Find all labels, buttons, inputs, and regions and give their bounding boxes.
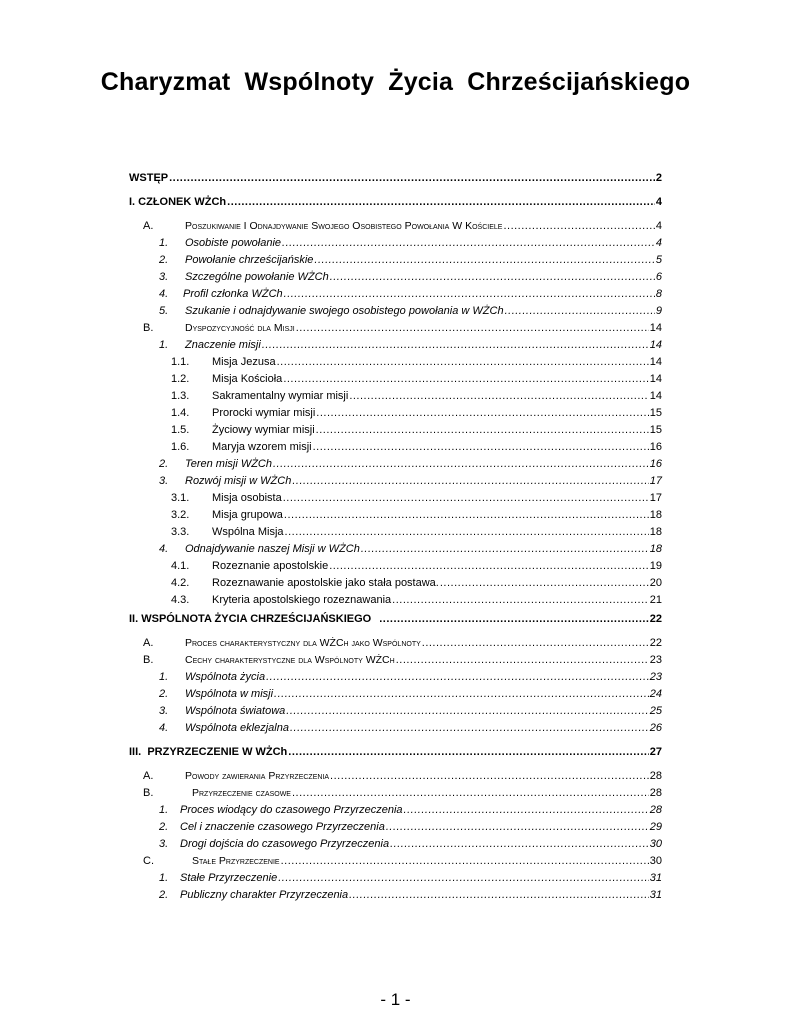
toc-entry-page: 17: [649, 492, 662, 504]
toc-entry-subsection[interactable]: [159, 253, 662, 268]
toc-leader-dots: [379, 612, 649, 627]
toc-entry-section-b[interactable]: [143, 321, 662, 336]
toc-entry-page: 4: [655, 196, 662, 208]
toc-entry-label: Odnajdywanie naszej Misji w WŻCh: [185, 543, 360, 555]
toc-leader-dots: [392, 593, 649, 608]
toc-entry-page: 14: [649, 322, 662, 334]
toc-entry-subsubsection[interactable]: [171, 525, 662, 540]
toc-entry-number: A.: [143, 637, 154, 649]
toc-entry-number: 2.: [159, 821, 169, 833]
toc-leader-dots: [284, 287, 655, 302]
toc-entry-subsection[interactable]: [159, 338, 662, 353]
toc-entry-subsection[interactable]: [159, 704, 662, 719]
toc-entry-number: 1.6.: [171, 441, 190, 453]
toc-entry-number: 3.3.: [171, 526, 190, 538]
toc-entry-number: B.: [143, 654, 154, 666]
toc-leader-dots: [273, 457, 649, 472]
toc-entry-label: Powołanie chrześcijańskie: [185, 254, 314, 266]
toc-leader-dots: [390, 837, 649, 852]
toc-entry-page: 28: [649, 770, 662, 782]
toc-entry-number: 4.1.: [171, 560, 190, 572]
toc-entry-page: 28: [649, 804, 662, 816]
toc-entry-label: Prorocki wymiar misji: [212, 407, 316, 419]
toc-entry-page: 2: [655, 172, 662, 184]
toc-leader-dots: [169, 171, 655, 186]
toc-entry-label: Misja Jezusa: [212, 356, 276, 368]
toc-leader-dots: [349, 888, 649, 903]
toc-entry-label: Wspólnota życia: [185, 671, 266, 683]
toc-leader-dots: [422, 636, 649, 651]
toc-entry-page: 4: [655, 237, 662, 249]
toc-entry-subsection[interactable]: [159, 871, 662, 886]
toc-entry-page: 9: [655, 305, 662, 317]
toc-entry-number: C.: [143, 855, 154, 867]
toc-entry-label: Znaczenie misji: [185, 339, 261, 351]
toc-entry-subsection[interactable]: [159, 474, 662, 489]
toc-entry-page: 14: [649, 356, 662, 368]
toc-entry-label: Rozeznawanie apostolskie jako stała postawa.: [212, 577, 439, 589]
toc-entry-subsection[interactable]: [159, 888, 662, 903]
toc-entry-number: 1.3.: [171, 390, 190, 402]
toc-leader-dots: [313, 440, 649, 455]
toc-leader-dots: [314, 253, 654, 268]
toc-entry-number: 4.: [159, 288, 169, 300]
toc-leader-dots: [290, 721, 649, 736]
toc-leader-dots: [283, 372, 648, 387]
toc-leader-dots: [274, 687, 649, 702]
toc-leader-dots: [282, 236, 655, 251]
toc-entry-page: 25: [649, 705, 662, 717]
toc-leader-dots: [296, 321, 649, 336]
toc-entry-subsubsection[interactable]: [171, 440, 662, 455]
toc-entry-label: Drogi dojścia do czasowego Przyrzeczenia: [180, 838, 390, 850]
toc-entry-label: Wspólnota w misji: [185, 688, 274, 700]
toc-entry-section-a[interactable]: [143, 769, 662, 784]
toc-entry-subsubsection[interactable]: [171, 576, 662, 591]
toc-entry-subsubsection[interactable]: [171, 389, 662, 404]
toc-entry-label: Kryteria apostolskiego rozeznawania: [212, 594, 392, 606]
toc-entry-label: Rozwój misji w WŻCh: [185, 475, 292, 487]
toc-entry-page: 16: [649, 458, 662, 470]
toc-entry-label: Proces wiodący do czasowego Przyrzeczenia: [180, 804, 403, 816]
toc-entry-section-b[interactable]: [143, 653, 662, 668]
toc-leader-dots: [278, 871, 649, 886]
toc-entry-page: 20: [649, 577, 662, 589]
toc-entry-number: B.: [143, 787, 154, 799]
toc-entry-label: Przyrzeczenie czasowe: [192, 787, 291, 799]
toc-entry-page: 14: [649, 373, 662, 385]
toc-entry-subsection[interactable]: [159, 721, 662, 736]
toc-entry-page: 23: [649, 654, 662, 666]
toc-leader-dots: [329, 559, 649, 574]
toc-entry-wstep[interactable]: [129, 171, 662, 186]
toc-entry-number: 1.: [159, 804, 169, 816]
toc-entry-subsubsection[interactable]: [171, 423, 662, 438]
toc-entry-label: I. CZŁONEK WŻCh: [129, 196, 227, 208]
toc-entry-chapter-2[interactable]: [129, 612, 662, 627]
toc-entry-subsection[interactable]: [159, 670, 662, 685]
toc-entry-chapter-3[interactable]: [129, 745, 662, 760]
toc-entry-page: 28: [649, 787, 662, 799]
toc-entry-page: 31: [649, 872, 662, 884]
toc-entry-label: Rozeznanie apostolskie: [212, 560, 329, 572]
toc-entry-number: 5.: [159, 305, 169, 317]
toc-entry-page: 8: [655, 288, 662, 300]
toc-entry-page: 19: [649, 560, 662, 572]
toc-entry-page: 30: [649, 855, 662, 867]
toc-entry-number: 2.: [159, 458, 169, 470]
toc-entry-number: 3.: [159, 705, 169, 717]
page-number: - 1 -: [380, 990, 411, 1009]
toc-leader-dots: [361, 542, 649, 557]
toc-entry-page: 6: [655, 271, 662, 283]
toc-entry-number: 3.2.: [171, 509, 190, 521]
toc-entry-number: 2.: [159, 889, 169, 901]
toc-leader-dots: [283, 491, 649, 506]
toc-entry-label: Stałe Przyrzeczenie: [180, 872, 278, 884]
toc-entry-number: 3.1.: [171, 492, 190, 504]
toc-entry-page: 14: [649, 390, 662, 402]
toc-entry-label: Szczególne powołanie WŻCh: [185, 271, 329, 283]
toc-entry-number: 3.: [159, 475, 169, 487]
toc-entry-number: A.: [143, 220, 154, 232]
toc-entry-label: Cechy charakterystyczne dla Wspólnoty WŻCh: [185, 654, 395, 666]
toc-entry-subsection[interactable]: [159, 457, 662, 472]
toc-entry-page: 24: [649, 688, 662, 700]
toc-leader-dots: [285, 525, 649, 540]
toc-entry-label: Poszukiwanie I Odnajdywanie Swojego Osobistego Powołania W Kościele: [185, 220, 503, 232]
toc-entry-page: 14: [649, 339, 662, 351]
toc-entry-number: 1.: [159, 237, 169, 249]
toc-leader-dots: [440, 576, 649, 591]
toc-entry-page: 4: [655, 220, 662, 232]
toc-entry-subsection[interactable]: [159, 270, 662, 285]
toc-entry-page: 27: [649, 746, 662, 758]
toc-entry-label: Osobiste powołanie: [185, 237, 282, 249]
toc-entry-subsection[interactable]: [159, 837, 662, 852]
toc-entry-page: 29: [649, 821, 662, 833]
toc-leader-dots: [266, 670, 649, 685]
toc-entry-subsection[interactable]: [159, 287, 662, 302]
toc-leader-dots: [330, 270, 655, 285]
toc-entry-number: 4.: [159, 722, 169, 734]
toc-leader-dots: [349, 389, 648, 404]
toc-entry-page: 31: [649, 889, 662, 901]
toc-leader-dots: [330, 769, 649, 784]
toc-entry-subsubsection[interactable]: [171, 559, 662, 574]
toc-entry-number: 1.4.: [171, 407, 190, 419]
toc-entry-number: 1.: [159, 339, 169, 351]
toc-leader-dots: [277, 355, 649, 370]
toc-leader-dots: [316, 406, 648, 421]
toc-entry-number: 1.: [159, 671, 169, 683]
toc-entry-page: 18: [649, 509, 662, 521]
toc-entry-subsubsection[interactable]: [171, 406, 662, 421]
toc-entry-number: 4.2.: [171, 577, 190, 589]
toc-entry-label: Stałe Przyrzeczenie: [192, 855, 280, 867]
toc-leader-dots: [281, 854, 649, 869]
toc-leader-dots: [227, 195, 655, 210]
toc-entry-number: A.: [143, 770, 154, 782]
toc-entry-subsubsection[interactable]: [171, 593, 662, 608]
toc-entry-number: 1.2.: [171, 373, 190, 385]
toc-entry-number: 1.1.: [171, 356, 190, 368]
toc-entry-chapter-1[interactable]: [129, 195, 662, 210]
toc-entry-page: 22: [649, 613, 662, 625]
toc-entry-label: Publiczny charakter Przyrzeczenia: [180, 889, 349, 901]
toc-leader-dots: [284, 508, 649, 523]
toc-entry-number: 1.5.: [171, 424, 190, 436]
toc-entry-subsection[interactable]: [159, 820, 662, 835]
toc-entry-label: Cel i znaczenie czasowego Przyrzeczenia: [180, 821, 385, 833]
toc-entry-page: 18: [649, 543, 662, 555]
toc-entry-section-a[interactable]: [143, 636, 662, 651]
toc-entry-number: 3.: [159, 271, 169, 283]
toc-entry-label: Proces charakterystyczny dla WŻCh jako Wspólnoty: [185, 637, 421, 649]
toc-leader-dots: [404, 803, 649, 818]
toc-entry-label: Teren misji WŻCh: [185, 458, 272, 470]
toc-entry-section-c[interactable]: [143, 854, 662, 869]
toc-entry-label: Maryja wzorem misji: [212, 441, 312, 453]
toc-entry-label: Szukanie i odnajdywanie swojego osobistego powołania w WŻCh: [185, 305, 504, 317]
toc-entry-page: 23: [649, 671, 662, 683]
toc-entry-label: Życiowy wymiar misji: [212, 424, 315, 436]
toc-entry-subsubsection[interactable]: [171, 372, 662, 387]
toc-entry-section-b[interactable]: [143, 786, 662, 801]
toc-entry-page: 5: [655, 254, 662, 266]
toc-entry-page: 17: [649, 475, 662, 487]
toc-entry-number: B.: [143, 322, 154, 334]
toc-entry-page: 15: [649, 407, 662, 419]
toc-entry-label: Misja Kościoła: [212, 373, 283, 385]
toc-entry-label: III. PRZYRZECZENIE W WŻCh: [129, 746, 288, 758]
toc-entry-subsection[interactable]: [159, 803, 662, 818]
toc-entry-subsubsection[interactable]: [171, 355, 662, 370]
toc-entry-page: 26: [649, 722, 662, 734]
toc-entry-label: Wspólnota światowa: [185, 705, 286, 717]
toc-leader-dots: [386, 820, 649, 835]
toc-leader-dots: [292, 786, 649, 801]
toc-leader-dots: [286, 704, 648, 719]
toc-entry-label: Profil członka WŻCh: [183, 288, 283, 300]
toc-entry-label: II. WSPÓLNOTA ŻYCIA CHRZEŚCIJAŃSKIEGO: [129, 613, 372, 625]
toc-entry-label: Dyspozycyjność dla Misji: [185, 322, 295, 334]
toc-entry-label: Sakramentalny wymiar misji: [212, 390, 349, 402]
toc-entry-page: 15: [649, 424, 662, 436]
toc-entry-section-a[interactable]: [143, 219, 662, 234]
toc-entry-number: 2.: [159, 254, 169, 266]
toc-leader-dots: [292, 474, 648, 489]
toc-leader-dots: [316, 423, 649, 438]
toc-entry-page: 21: [649, 594, 662, 606]
toc-entry-page: 22: [649, 637, 662, 649]
toc-entry-label: WSTĘP: [129, 172, 169, 184]
toc-entry-label: Powody zawierania Przyrzeczenia: [185, 770, 330, 782]
toc-entry-subsubsection[interactable]: [171, 491, 662, 506]
toc-entry-label: Wspólnota eklezjalna: [185, 722, 289, 734]
toc-leader-dots: [503, 219, 654, 234]
toc-entry-number: 3.: [159, 838, 169, 850]
toc-entry-number: 4.3.: [171, 594, 190, 606]
toc-leader-dots: [262, 338, 649, 353]
toc-entry-number: 4.: [159, 543, 169, 555]
toc-entry-subsubsection[interactable]: [171, 508, 662, 523]
toc-entry-label: Misja osobista: [212, 492, 282, 504]
toc-leader-dots: [288, 745, 648, 760]
toc-entry-number: 2.: [159, 688, 169, 700]
toc-entry-label: Wspólna Misja: [212, 526, 284, 538]
document-title: Charyzmat Wspólnoty Życia Chrześcijańskiego: [100, 68, 691, 96]
toc-leader-dots: [396, 653, 649, 668]
toc-entry-subsection[interactable]: [159, 304, 662, 319]
toc-leader-dots: [505, 304, 655, 319]
toc-entry-subsection[interactable]: [159, 687, 662, 702]
toc-entry-page: 16: [649, 441, 662, 453]
toc-entry-label: Misja grupowa: [212, 509, 283, 521]
toc-entry-page: 30: [649, 838, 662, 850]
toc-entry-number: 1.: [159, 872, 169, 884]
toc-entry-subsection[interactable]: [159, 236, 662, 251]
toc-entry-page: 18: [649, 526, 662, 538]
toc-entry-subsection[interactable]: [159, 542, 662, 557]
